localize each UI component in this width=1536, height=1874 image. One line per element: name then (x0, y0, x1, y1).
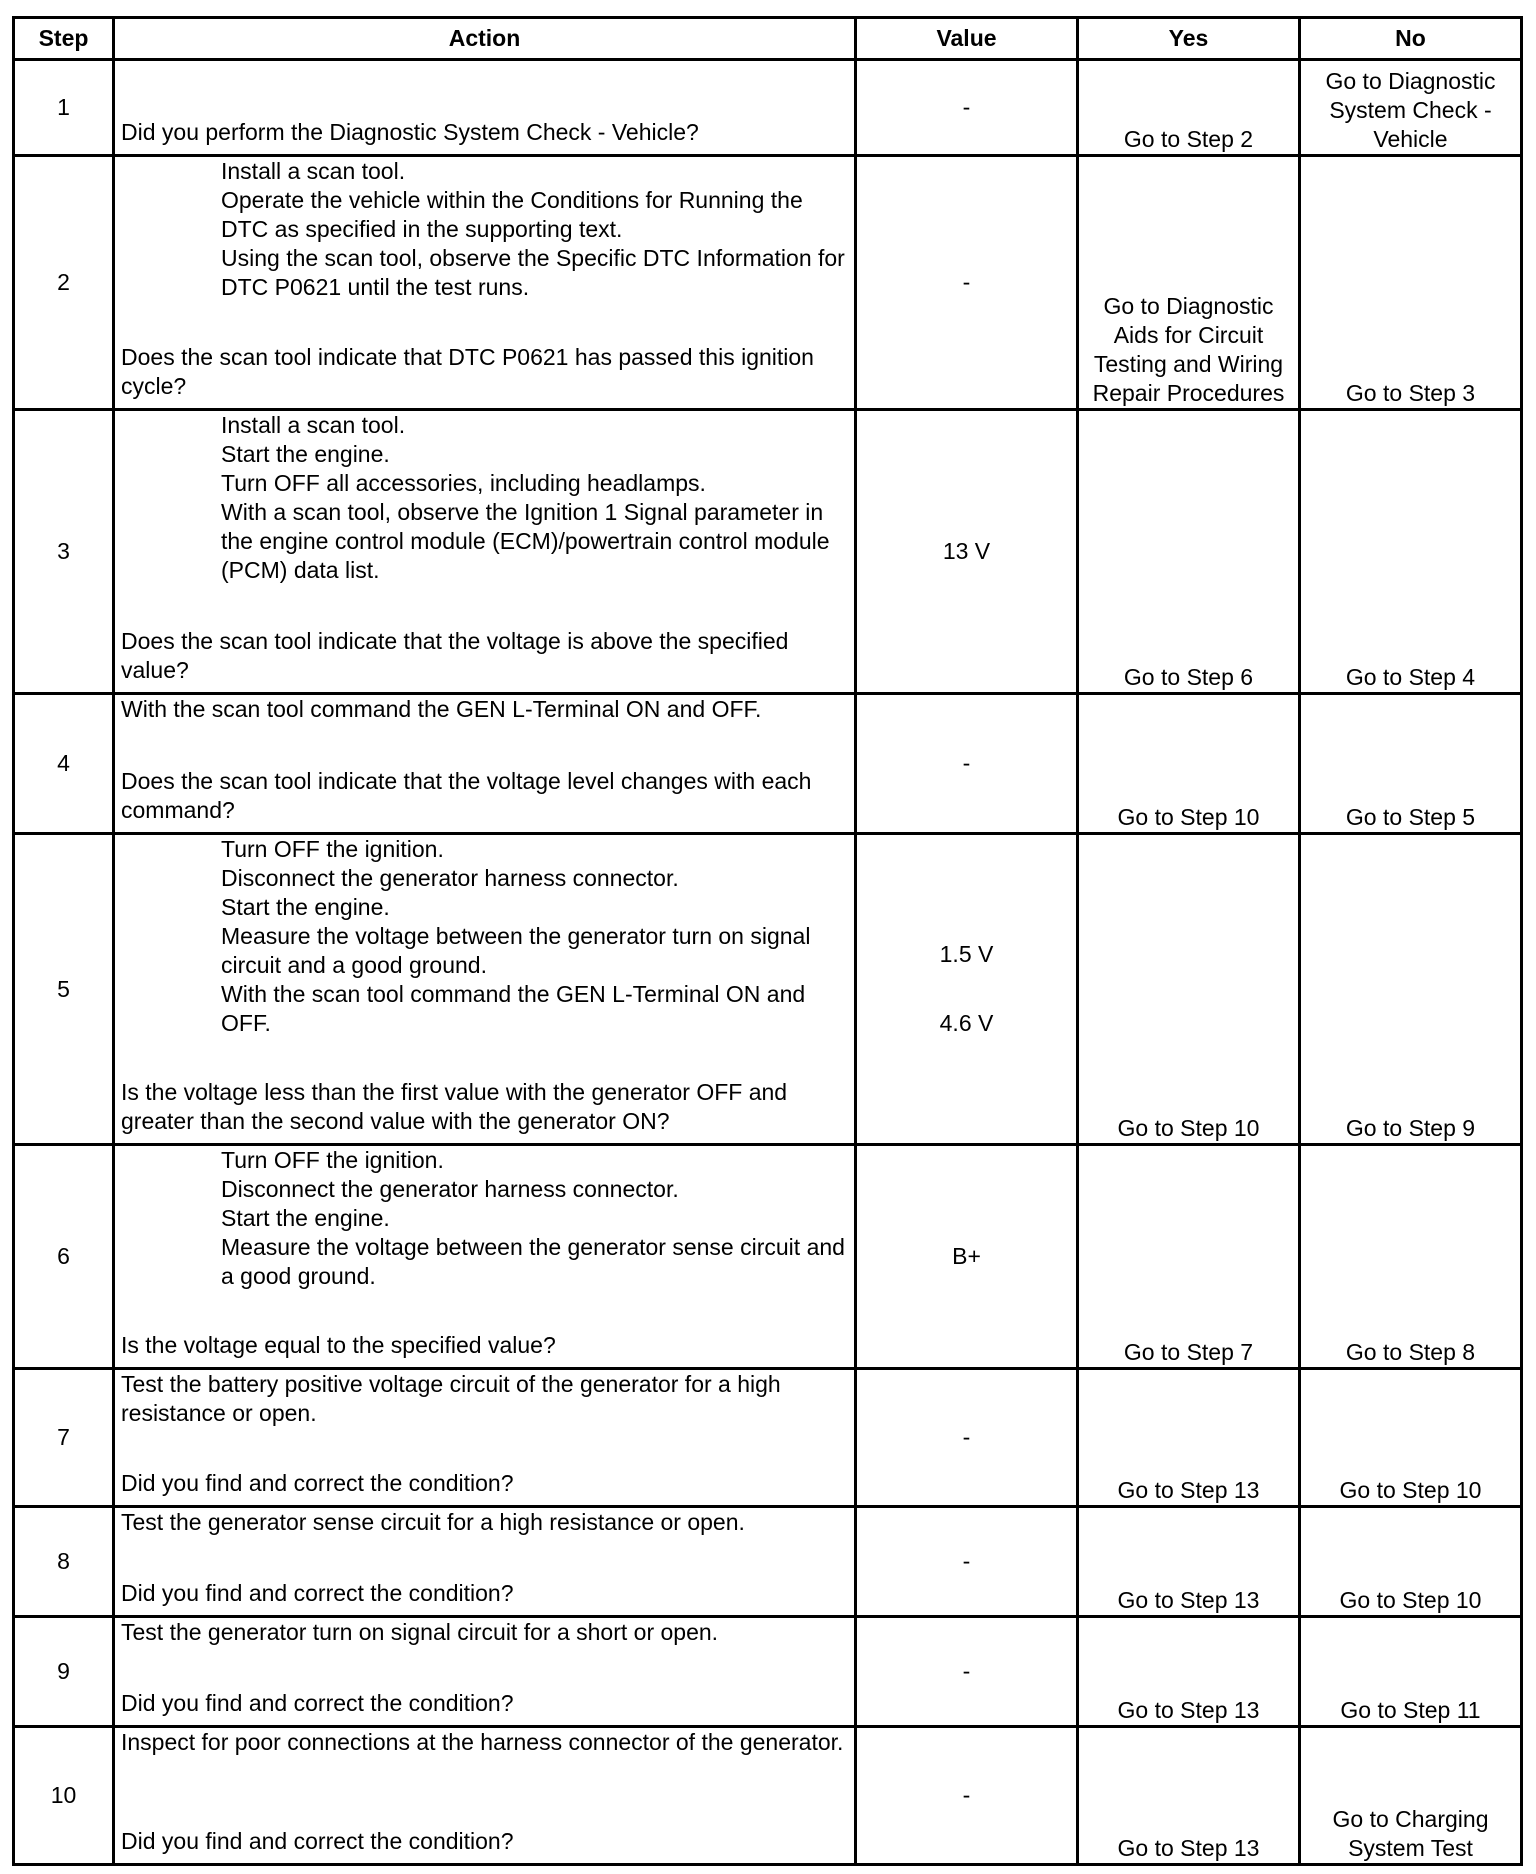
substep-item: Start the engine. (221, 1205, 390, 1231)
action-question: Did you perform the Diagnostic System Check - Vehicle? (121, 119, 699, 145)
yes-result: Go to Step 13 (1078, 1369, 1300, 1507)
action-cell (114, 1507, 856, 1617)
substep-item: With the scan tool command the GEN L-Terminal ON and OFF. (221, 981, 806, 1036)
substep-item: Turn OFF all accessories, including headlamps. (221, 470, 706, 496)
action-question: Does the scan tool indicate that DTC P0621 has passed this ignition cycle? (121, 344, 814, 399)
action-content (121, 61, 848, 147)
substep-item: Install a scan tool. (221, 158, 406, 184)
table-row (14, 834, 1522, 1145)
no-result: Go to Step 10 (1300, 1507, 1522, 1617)
action-content (121, 1370, 848, 1498)
spec-value: 4.6 V (939, 1010, 994, 1036)
table-row (14, 410, 1522, 694)
action-question: Is the voltage less than the first value with the generator OFF and greater than the second value with the generator ON? (121, 1079, 788, 1134)
action-cell (114, 694, 856, 834)
no-result: Go to Step 3 (1300, 156, 1522, 410)
action-content (121, 835, 848, 1136)
action-question: Did you find and correct the condition? (121, 1580, 514, 1606)
step-number: 2 (14, 156, 114, 410)
spec-value: 1.5 V (939, 941, 994, 967)
action-instruction: Test the battery positive voltage circuit of the generator for a high resistance or open. (121, 1371, 781, 1426)
action-top (121, 411, 848, 585)
action-top (121, 695, 848, 724)
no-header: No (1300, 18, 1522, 60)
step-number: 3 (14, 410, 114, 694)
action-cell (114, 1727, 856, 1865)
spec-value: - (962, 1548, 971, 1574)
value-cell (856, 60, 1078, 156)
yes-result: Go to Step 13 (1078, 1727, 1300, 1865)
no-result: Go to Step 11 (1300, 1617, 1522, 1727)
action-content (121, 1728, 848, 1856)
spec-value: - (962, 1424, 971, 1450)
value-cell (856, 1617, 1078, 1727)
spec-value: 13 V (942, 538, 991, 564)
substep-item: Using the scan tool, observe the Specific DTC Information for DTC P0621 until the test runs. (221, 245, 845, 300)
step-header: Step (14, 18, 114, 60)
yes-result: Go to Diagnostic Aids for Circuit Testing and Wiring Repair Procedures (1078, 156, 1300, 410)
no-result: Go to Step 10 (1300, 1369, 1522, 1507)
substep-item: Start the engine. (221, 894, 390, 920)
action-instruction: Inspect for poor connections at the harness connector of the generator. (121, 1729, 844, 1755)
value-cell (856, 1369, 1078, 1507)
table-row (14, 60, 1522, 156)
spec-value: - (962, 1782, 971, 1808)
value-cell (856, 1727, 1078, 1865)
action-content (121, 1618, 848, 1718)
action-question: Does the scan tool indicate that the voltage is above the specified value? (121, 628, 789, 683)
yes-result: Go to Step 10 (1078, 834, 1300, 1145)
action-question: Did you find and correct the condition? (121, 1470, 514, 1496)
action-content (121, 695, 848, 825)
substep-item: Install a scan tool. (221, 412, 406, 438)
substep-item: Operate the vehicle within the Conditions for Running the DTC as specified in the supporting text. (221, 187, 803, 242)
step-number: 6 (14, 1145, 114, 1369)
yes-result: Go to Step 7 (1078, 1145, 1300, 1369)
action-top (121, 835, 848, 1038)
action-question: Is the voltage equal to the specified value? (121, 1332, 556, 1358)
action-cell (114, 410, 856, 694)
header-row (14, 18, 1522, 60)
table-row (14, 1617, 1522, 1727)
spec-value: B+ (952, 1243, 981, 1269)
diagnostic-table (12, 16, 1523, 1866)
action-question: Did you find and correct the condition? (121, 1828, 514, 1854)
yes-result: Go to Step 10 (1078, 694, 1300, 834)
value-cell (856, 156, 1078, 410)
action-content (121, 1508, 848, 1608)
action-cell (114, 156, 856, 410)
action-cell (114, 1145, 856, 1369)
no-result: Go to Step 8 (1300, 1145, 1522, 1369)
substep-list (221, 1146, 848, 1291)
spec-value: - (962, 1658, 971, 1684)
spec-value: - (962, 269, 971, 295)
action-instruction: Test the generator sense circuit for a high resistance or open. (121, 1509, 745, 1535)
spec-value: - (962, 750, 971, 776)
table-body (14, 60, 1522, 1865)
step-number: 10 (14, 1727, 114, 1865)
no-result: Go to Charging System Test (1300, 1727, 1522, 1865)
action-cell (114, 1369, 856, 1507)
action-instruction: Test the generator turn on signal circuit for a short or open. (121, 1619, 719, 1645)
substep-item: With a scan tool, observe the Ignition 1 Signal parameter in the engine control module (ECM)/powertrain control module (PCM) data list. (221, 499, 830, 583)
action-cell (114, 1617, 856, 1727)
substep-item: Measure the voltage between the generator turn on signal circuit and a good ground. (221, 923, 811, 978)
no-result: Go to Diagnostic System Check - Vehicle (1300, 60, 1522, 156)
value-spacer (863, 969, 1070, 1009)
action-question: Does the scan tool indicate that the voltage level changes with each command? (121, 768, 812, 823)
action-top (121, 157, 848, 302)
table-row (14, 694, 1522, 834)
action-question: Did you find and correct the condition? (121, 1690, 514, 1716)
substep-item: Measure the voltage between the generator sense circuit and a good ground. (221, 1234, 845, 1289)
action-top (121, 1508, 848, 1537)
step-number: 4 (14, 694, 114, 834)
value-cell (856, 1145, 1078, 1369)
substep-list (221, 411, 848, 585)
value-cell (856, 410, 1078, 694)
step-number: 1 (14, 60, 114, 156)
substep-list (221, 157, 848, 302)
table-row (14, 1727, 1522, 1865)
no-result: Go to Step 4 (1300, 410, 1522, 694)
no-result: Go to Step 9 (1300, 834, 1522, 1145)
action-top (121, 1146, 848, 1291)
action-top (121, 1370, 848, 1428)
spec-value: - (962, 94, 971, 120)
step-number: 9 (14, 1617, 114, 1727)
substep-list (221, 835, 848, 1038)
action-top (121, 1728, 848, 1757)
action-content (121, 157, 848, 401)
yes-result: Go to Step 6 (1078, 410, 1300, 694)
step-number: 5 (14, 834, 114, 1145)
substep-item: Turn OFF the ignition. (221, 836, 444, 862)
value-cell (856, 1507, 1078, 1617)
action-content (121, 411, 848, 685)
yes-result: Go to Step 13 (1078, 1617, 1300, 1727)
action-content (121, 1146, 848, 1360)
yes-result: Go to Step 2 (1078, 60, 1300, 156)
table-row (14, 1369, 1522, 1507)
substep-item: Turn OFF the ignition. (221, 1147, 444, 1173)
action-top (121, 1618, 848, 1647)
table-row (14, 1145, 1522, 1369)
value-header: Value (856, 18, 1078, 60)
no-result: Go to Step 5 (1300, 694, 1522, 834)
substep-item: Disconnect the generator harness connector. (221, 1176, 679, 1202)
action-instruction: With the scan tool command the GEN L-Terminal ON and OFF. (121, 696, 762, 722)
action-cell (114, 834, 856, 1145)
substep-item: Disconnect the generator harness connector. (221, 865, 679, 891)
value-cell (856, 694, 1078, 834)
yes-header: Yes (1078, 18, 1300, 60)
value-cell (856, 834, 1078, 1145)
table-row (14, 1507, 1522, 1617)
step-number: 7 (14, 1369, 114, 1507)
yes-result: Go to Step 13 (1078, 1507, 1300, 1617)
table-row (14, 156, 1522, 410)
substep-item: Start the engine. (221, 441, 390, 467)
action-cell (114, 60, 856, 156)
action-header: Action (114, 18, 856, 60)
step-number: 8 (14, 1507, 114, 1617)
